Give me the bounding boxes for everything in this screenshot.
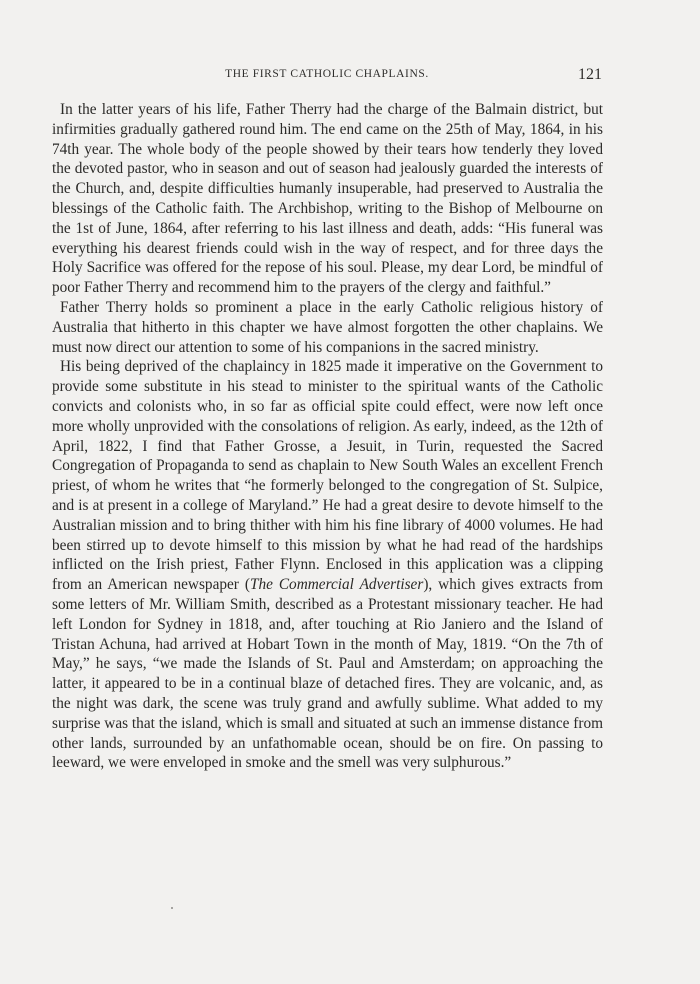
- paragraph-text: His being deprived of the chaplaincy in 1825 made it imperative on the Government to provide some substitute in his stead to minister to the spiritual wants of the Catholic convicts and colonists who, in so far as official spite could effect, were now left once more wholly unprovided with the consolations of religion. As early, indeed, as the 12th of April, 1822, I find that Father Grosse, a Jesuit, in Turin, requested the Sacred Congregation of Propaganda to send as chaplain to New South Wales an excellent French priest, of whom he writes that “he formerly belonged to the congregation of St. Sulpice, and is at present in a college of Maryland.” He had a great desire to devote himself to the Australian mission and to bring thither with him his fine library of 4000 volumes. He had been stirred up to devote himself to this mission by what he had read of the hardships inflicted on the Irish priest, Father Flynn. Enclosed in this application was a clipping from an American newspaper (: [52, 358, 603, 594]
- page-header: [52, 66, 602, 88]
- page-number: 121: [578, 66, 602, 83]
- running-title: THE FIRST CATHOLIC CHAPLAINS.: [225, 68, 429, 80]
- paragraph-text: Father Therry holds so prominent a place in the early Catholic religious history of Australia that hitherto in this chapter we have almost forgotten the other chaplains. We must now direct our attention to some of his companions in the sacred ministry.: [52, 298, 603, 356]
- paper-speck: [171, 907, 173, 909]
- paragraph-chaplaincy-1825: [52, 357, 603, 773]
- body-text: [52, 100, 603, 773]
- paragraph-text: ), which gives extracts from some letters of Mr. William Smith, described as a Protestant missionary teacher. He had left London for Sydney in 1818, and, after touching at Rio Janiero and the Island of Tristan Achuna, had arrived at Hobart Town in the month of May, 1819. “On the 7th of May,” he says, “we made the Islands of St. Paul and Amsterdam; on approaching the latter, it appeared to be in a continual blaze of detached fires. They are volcanic, and, as the night was dark, the scene was truly grand and awfully sublime. What added to my surprise was that the island, which is small and situated at such an immense distance from other lands, surrounded by an unfathomable ocean, should be on fire. On passing to leeward, we were enveloped in smoke and the smell was very sulphurous.”: [52, 576, 604, 772]
- paragraph-other-chaplains: [52, 298, 603, 357]
- paragraph-text: In the latter years of his life, Father Therry had the charge of the Balmain district, but infirmities gradually gathered round him. The end came on the 25th of May, 1864, in his 74th year. The whole body of the people showed by their tears how tenderly they loved the devoted pastor, who in season and out of season had jealously guarded the interests of the Church, and, despite difficulties humanly insuperable, had preserved to Australia the blessings of the Catholic faith. The Archbishop, writing to the Bishop of Melbourne on the 1st of June, 1864, after referring to his last illness and death, adds: “His funeral was everything his dearest friends could wish in the way of respect, and for three days the Holy Sacrifice was offered for the repose of his soul. Please, my dear Lord, be mindful of poor Father Therry and recommend him to the prayers of the clergy and faithful.”: [52, 101, 603, 297]
- paragraph-therry-death: [52, 100, 603, 298]
- newspaper-title: The Commercial Advertiser: [249, 576, 424, 594]
